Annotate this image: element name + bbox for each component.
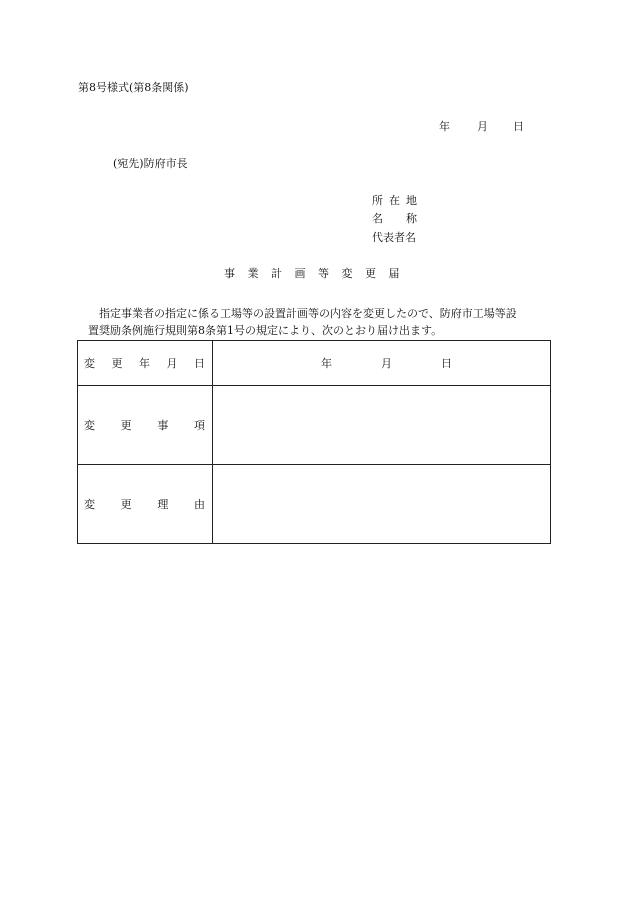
- change-date-day: 日: [441, 356, 452, 370]
- change-date-month: 月: [381, 356, 392, 370]
- document-title: 事業計画等変更届: [224, 267, 412, 280]
- label-char: 更: [111, 356, 123, 370]
- label-char: 年: [139, 356, 150, 370]
- addressee: (宛先)防府市長: [113, 157, 188, 170]
- change-date-label: [78, 341, 213, 386]
- address-label: 所在地: [372, 194, 423, 207]
- body-text-line-1: 指定事業者の指定に係る工場等の設置計画等の内容を変更したので、防府市工場等設: [99, 307, 517, 320]
- label-char: 事: [157, 418, 169, 432]
- date-day-label: 日: [513, 120, 524, 133]
- representative-label: 代表者名: [372, 231, 416, 244]
- label-char: 項: [193, 418, 205, 432]
- label-char: 理: [157, 497, 169, 511]
- label-char: 由: [193, 497, 205, 511]
- table-row-change-items: [78, 386, 551, 465]
- date-year-label: 年: [439, 120, 450, 133]
- label-char: 月: [166, 356, 178, 370]
- label-char: 更: [120, 497, 132, 511]
- change-items-label: [78, 386, 213, 465]
- company-name-label-first: 名: [372, 212, 383, 225]
- change-items-value-cell[interactable]: [213, 386, 551, 465]
- body-text: [88, 305, 550, 339]
- change-reason-value-cell[interactable]: [213, 465, 551, 544]
- table-row-change-reason: [78, 465, 551, 544]
- form-number: 第8号様式(第8条関係): [78, 81, 189, 94]
- date-month-label: 月: [477, 120, 488, 133]
- company-name-label-second: 称: [406, 212, 417, 225]
- change-reason-label: [78, 465, 213, 544]
- label-char: 変: [84, 418, 95, 432]
- body-text-line-2: 置奨励条例施行規則第8条第1号の規定により、次のとおり届け出ます。: [88, 324, 443, 337]
- table-row-change-date: [78, 341, 551, 386]
- label-char: 日: [194, 356, 205, 370]
- label-char: 更: [120, 418, 132, 432]
- change-form-table: [77, 340, 551, 544]
- change-date-value-cell[interactable]: [213, 341, 551, 386]
- label-char: 変: [84, 356, 95, 370]
- company-name-label: [372, 213, 417, 224]
- change-date-year: 年: [321, 356, 332, 370]
- submission-date: [439, 121, 524, 132]
- label-char: 変: [84, 497, 95, 511]
